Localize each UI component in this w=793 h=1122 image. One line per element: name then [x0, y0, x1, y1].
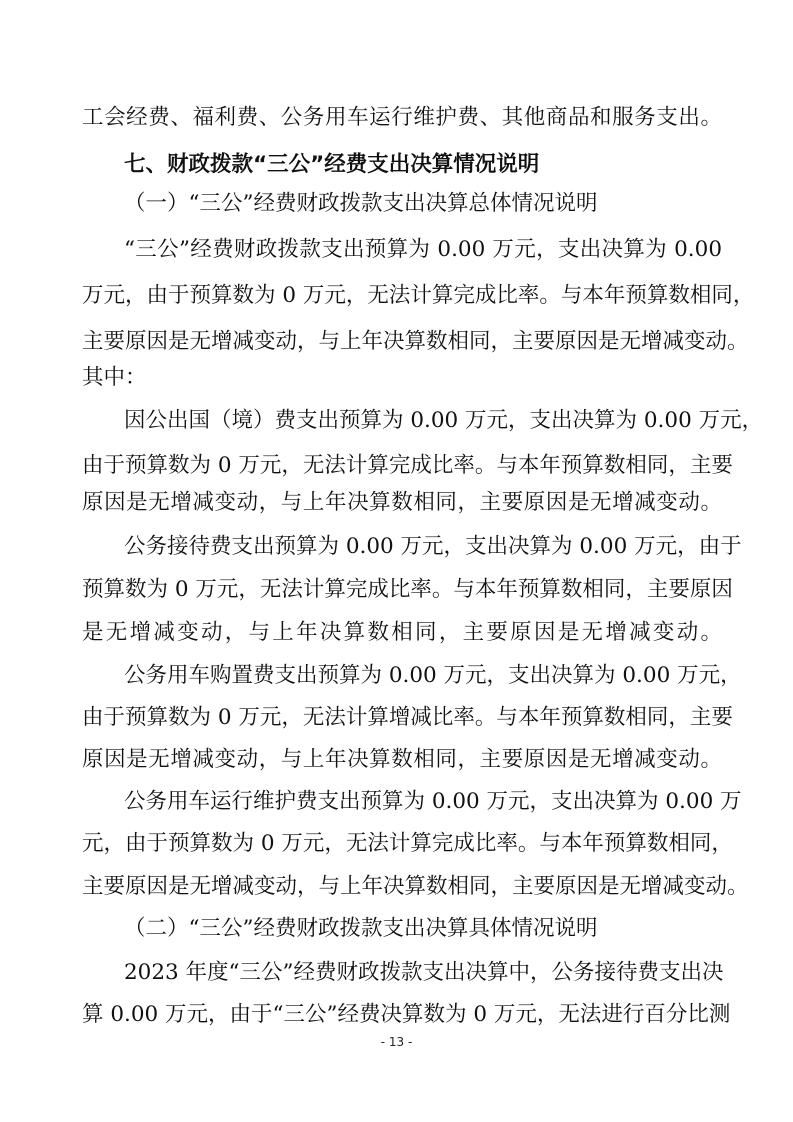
paragraph-line: 原因是无增减变动，与上年决算数相同，主要原因是无增减变动。 [82, 490, 722, 515]
paragraph-line: 万元，由于预算数为 0 万元，无法计算完成比率。与本年预算数相同， [82, 283, 755, 308]
paragraph-line: 原因是无增减变动，与上年决算数相同，主要原因是无增减变动。 [82, 747, 722, 772]
paragraph-line: 由于预算数为 0 万元，无法计算完成比率。与本年预算数相同，主要 [82, 453, 733, 478]
paragraph-line: 算 0.00 万元，由于“三公”经费决算数为 0 万元，无法进行百分比测 [82, 1002, 731, 1027]
paragraph-line: 元，由于预算数为 0 万元，无法计算完成比率。与本年预算数相同， [82, 831, 733, 856]
paragraph-line: 由于预算数为 0 万元，无法计算增减比率。与本年预算数相同，主要 [82, 705, 733, 730]
paragraph-line: 主要原因是无增减变动，与上年决算数相同，主要原因是无增减变动。 [82, 874, 749, 899]
paragraph-line: 是无增减变动，与上年决算数相同，主要原因是无增减变动。 [82, 620, 722, 645]
section-heading: 七、财政拨款“三公”经费支出决算情况说明 [124, 152, 540, 177]
paragraph-line: 其中： [82, 365, 147, 390]
paragraph-line: 预算数为 0 万元，无法计算完成比率。与本年预算数相同，主要原因 [82, 577, 733, 602]
paragraph-line: “三公”经费财政拨款支出预算为 0.00 万元，支出决算为 0.00 [124, 237, 722, 262]
paragraph-line: 工会经费、福利费、公务用车运行维护费、其他商品和服务支出。 [82, 105, 722, 130]
paragraph-line: 公务用车购置费支出预算为 0.00 万元，支出决算为 0.00 万元， [124, 663, 742, 688]
subsection-heading: （二）“三公”经费财政拨款支出决算具体情况说明 [124, 916, 598, 941]
paragraph-line: 主要原因是无增减变动，与上年决算数相同，主要原因是无增减变动。 [82, 329, 749, 354]
paragraph-line: 因公出国（境）费支出预算为 0.00 万元，支出决算为 0.00 万元， [124, 408, 764, 433]
paragraph-line: 2023 年度“三公”经费财政拨款支出决算中，公务接待费支出决 [124, 960, 724, 985]
subsection-heading: （一）“三公”经费财政拨款支出决算总体情况说明 [124, 191, 598, 216]
page-number: - 13 - [380, 1035, 413, 1049]
paragraph-line: 公务用车运行维护费支出预算为 0.00 万元，支出决算为 0.00 万 [124, 789, 742, 814]
paragraph-line: 公务接待费支出预算为 0.00 万元，支出决算为 0.00 万元，由于 [124, 534, 742, 559]
